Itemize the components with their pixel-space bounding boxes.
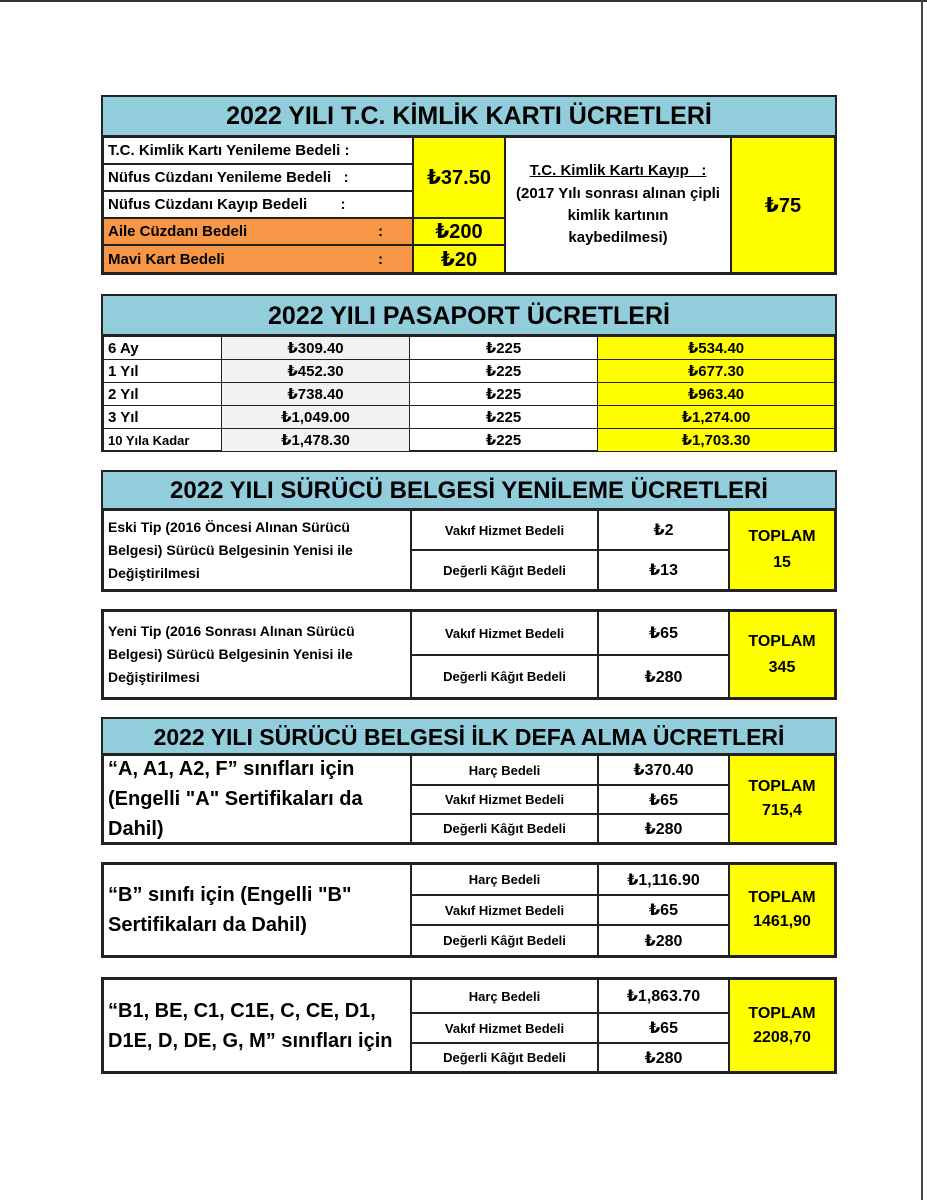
yenileme-yeni-value-2: ₺280 xyxy=(598,655,729,698)
yenileme-yeni-label-1: Vakıf Hizmet Bedeli xyxy=(411,611,598,655)
total-label: TOPLAM xyxy=(748,889,816,906)
pasaport-period: 6 Ay xyxy=(104,337,222,360)
pasaport-section xyxy=(101,294,837,452)
ilk-b-value-2: ₺65 xyxy=(598,895,729,925)
ilk-b-total-box xyxy=(729,864,835,956)
pasaport-total: ₺1,703.30 xyxy=(598,429,835,452)
ilk-b-label-1: Harç Bedeli xyxy=(411,864,598,895)
pasaport-total: ₺1,274.00 xyxy=(598,406,835,429)
yenileme-yeni-value-1: ₺65 xyxy=(598,611,729,655)
ilk-c-value-3: ₺280 xyxy=(598,1043,729,1072)
yenileme-section xyxy=(101,470,837,592)
ilk-c-section xyxy=(101,977,837,1074)
ilk-a-desc: “A, A1, A2, F” sınıfları için (Engelli "A" Sertifikaları da Dahil) xyxy=(103,755,411,843)
pasaport-total: ₺677.30 xyxy=(598,360,835,383)
pasaport-harc: ₺225 xyxy=(410,383,598,406)
total-value: 15 xyxy=(773,554,791,571)
ilk-a-total-box xyxy=(729,755,835,843)
pasaport-total: ₺534.40 xyxy=(598,337,835,360)
ilk-a-label-3: Değerli Kâğıt Bedeli xyxy=(411,814,598,843)
mavi-kart-label xyxy=(103,245,413,273)
total-label: TOPLAM xyxy=(748,1004,816,1022)
pasaport-total: ₺963.40 xyxy=(598,383,835,406)
ilk-b-desc: “B” sınıfı için (Engelli "B" Sertifikaları da Dahil) xyxy=(103,864,411,956)
yenileme-yeni-section xyxy=(101,609,837,700)
right-border-line xyxy=(921,0,923,1200)
ilk-c-label-1: Harç Bedeli xyxy=(411,979,598,1013)
pasaport-harc: ₺225 xyxy=(410,360,598,383)
aile-cuzdani-text: Aile Cüzdanı Bedeli xyxy=(108,223,248,240)
kimlik-kayip-desc: (2017 Yılı sonrası alınan çipli kimlik kartının kaybedilmesi) xyxy=(516,184,720,246)
ilk-defa-title: 2022 YILI SÜRÜCÜ BELGESİ İLK DEFA ALMA ÜCRETLERİ xyxy=(103,719,835,755)
pasaport-harc: ₺225 xyxy=(410,429,598,452)
ilk-c-desc: “B1, BE, C1, C1E, C, CE, D1, D1E, D, DE, G, M” sınıfları için xyxy=(103,979,411,1072)
aile-cuzdani-label xyxy=(103,218,413,245)
ilk-b-value-3: ₺280 xyxy=(598,925,729,956)
ilk-a-label-2: Vakıf Hizmet Bedeli xyxy=(411,785,598,814)
kimlik-kayip-price: ₺75 xyxy=(731,137,835,273)
pasaport-fee: ₺1,478.30 xyxy=(222,429,410,452)
yenileme-eski-label-1: Vakıf Hizmet Bedeli xyxy=(411,510,598,550)
pasaport-table xyxy=(103,336,835,452)
table-row xyxy=(104,360,835,383)
total-value: 715,4 xyxy=(761,802,803,819)
ilk-b-label-3: Değerli Kâğıt Bedeli xyxy=(411,925,598,956)
pasaport-title: 2022 YILI PASAPORT ÜCRETLERİ xyxy=(103,296,835,336)
ilk-c-total-box xyxy=(729,979,835,1072)
yenileme-title: 2022 YILI SÜRÜCÜ BELGESİ YENİLEME ÜCRETLERİ xyxy=(103,472,835,510)
ilk-a-value-3: ₺280 xyxy=(598,814,729,843)
table-row xyxy=(104,383,835,406)
mavi-kart-price: ₺20 xyxy=(413,245,505,273)
yenileme-yeni-label-2: Değerli Kâğıt Bedeli xyxy=(411,655,598,698)
kimlik-title: 2022 YILI T.C. KİMLİK KARTI ÜCRETLERİ xyxy=(103,97,835,137)
yenileme-eski-label-2: Değerli Kâğıt Bedeli xyxy=(411,550,598,590)
ilk-c-value-2: ₺65 xyxy=(598,1013,729,1043)
total-value: 1461,90 xyxy=(753,913,811,930)
pasaport-period: 2 Yıl xyxy=(104,383,222,406)
total-label: TOPLAM xyxy=(748,778,816,795)
kimlik-section xyxy=(101,95,837,275)
kimlik-renew-price: ₺37.50 xyxy=(413,137,505,218)
ilk-a-label-1: Harç Bedeli xyxy=(411,755,598,785)
aile-cuzdani-price: ₺200 xyxy=(413,218,505,245)
aile-cuzdani-colon: : xyxy=(378,223,383,240)
top-border-line xyxy=(0,0,927,2)
yenileme-eski-desc: Eski Tip (2016 Öncesi Alınan Sürücü Belgesi) Sürücü Belgesinin Yenisi ile Değiştirilmesi xyxy=(103,510,411,590)
pasaport-harc: ₺225 xyxy=(410,406,598,429)
total-value: 2208,70 xyxy=(753,1028,811,1046)
ilk-b-section xyxy=(101,862,837,958)
total-value: 345 xyxy=(768,658,796,676)
pasaport-fee: ₺309.40 xyxy=(222,337,410,360)
kimlik-kayip-cell xyxy=(505,137,731,273)
kimlik-row-2: Nüfus Cüzdanı Yenileme Bedeli : xyxy=(103,164,413,191)
ilk-a-value-1: ₺370.40 xyxy=(598,755,729,785)
ilk-b-value-1: ₺1,116.90 xyxy=(598,864,729,895)
ilk-b-label-2: Vakıf Hizmet Bedeli xyxy=(411,895,598,925)
total-label: TOPLAM xyxy=(748,528,816,545)
total-label: TOPLAM xyxy=(748,632,816,650)
ilk-c-label-3: Değerli Kâğıt Bedeli xyxy=(411,1043,598,1072)
table-row xyxy=(104,406,835,429)
yenileme-eski-value-1: ₺2 xyxy=(598,510,729,550)
pasaport-period: 3 Yıl xyxy=(104,406,222,429)
kimlik-row-3: Nüfus Cüzdanı Kayıp Bedeli : xyxy=(103,191,413,218)
yenileme-eski-value-2: ₺13 xyxy=(598,550,729,590)
ilk-c-value-1: ₺1,863.70 xyxy=(598,979,729,1013)
kimlik-kayip-title: T.C. Kimlik Kartı Kayıp : xyxy=(529,161,707,179)
pasaport-fee: ₺738.40 xyxy=(222,383,410,406)
ilk-c-label-2: Vakıf Hizmet Bedeli xyxy=(411,1013,598,1043)
pasaport-period: 1 Yıl xyxy=(104,360,222,383)
ilk-a-value-2: ₺65 xyxy=(598,785,729,814)
mavi-kart-text: Mavi Kart Bedeli xyxy=(108,250,225,268)
ilk-defa-section xyxy=(101,717,837,845)
table-row xyxy=(104,337,835,360)
pasaport-fee: ₺452.30 xyxy=(222,360,410,383)
pasaport-harc: ₺225 xyxy=(410,337,598,360)
yenileme-yeni-desc: Yeni Tip (2016 Sonrası Alınan Sürücü Belgesi) Sürücü Belgesinin Yenisi ile Değiştirilmesi xyxy=(103,611,411,698)
table-row xyxy=(104,429,835,452)
pasaport-period: 10 Yıla Kadar xyxy=(104,429,222,452)
yenileme-eski-total-box xyxy=(729,510,835,590)
kimlik-row-1: T.C. Kimlik Kartı Yenileme Bedeli : xyxy=(103,137,413,164)
yenileme-yeni-total-box xyxy=(729,611,835,698)
pasaport-fee: ₺1,049.00 xyxy=(222,406,410,429)
mavi-kart-colon: : xyxy=(378,250,383,268)
